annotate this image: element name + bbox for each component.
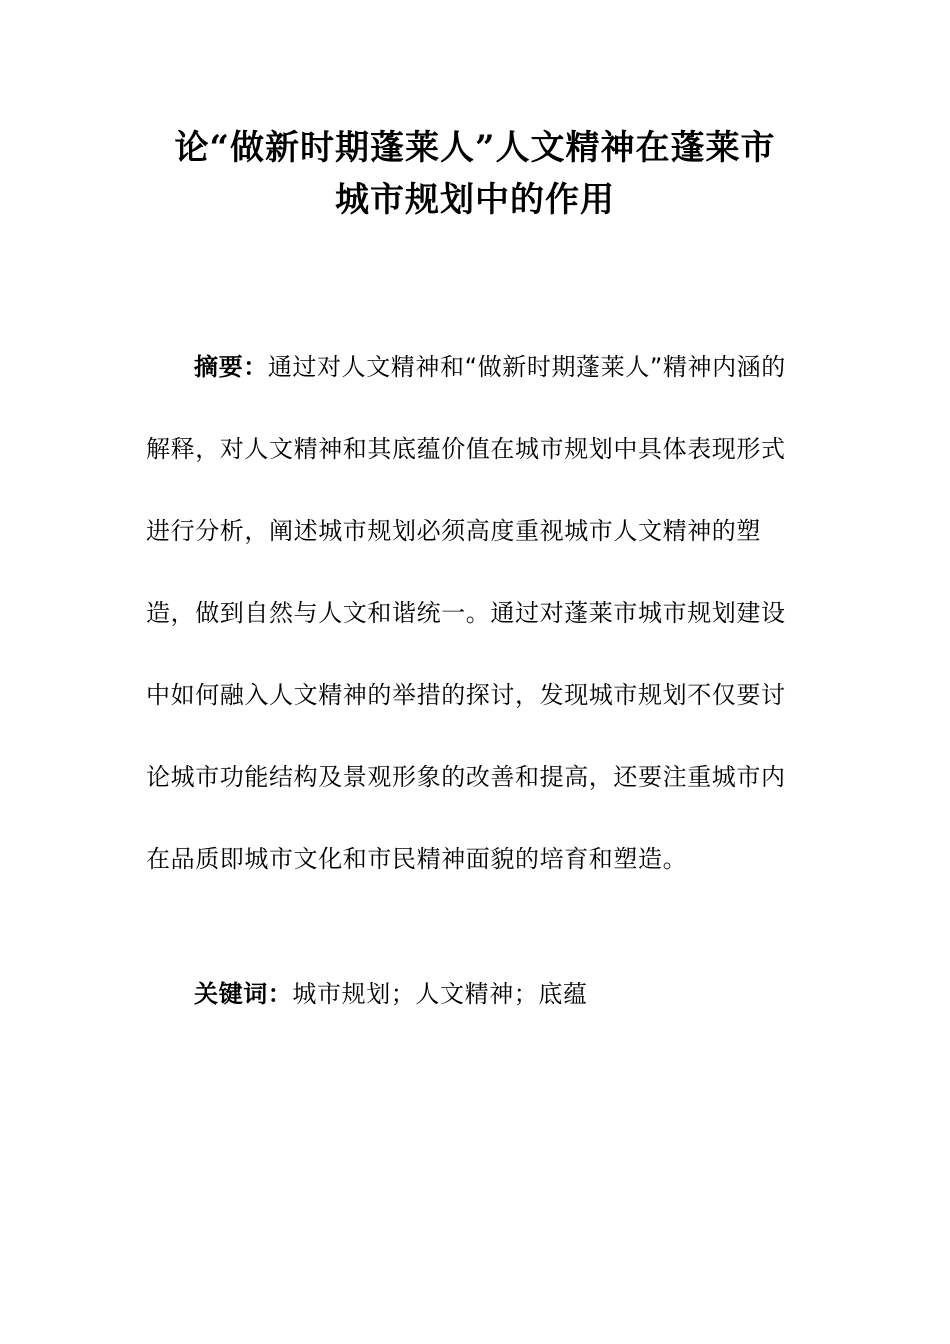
abstract-label: 摘要： [194,353,268,381]
keywords-label: 关键词： [194,980,293,1008]
document-title-line-2: 城市规划中的作用 [335,180,615,220]
keywords-paragraph [194,970,810,1018]
keywords-text: 城市规划；人文精神；底蕴 [292,980,588,1008]
abstract-paragraph [146,326,810,900]
document-title-line-1: 论“做新时期蓬莱人”人文精神在蓬莱市 [174,128,776,168]
abstract-text: 通过对人文精神和“做新时期蓬莱人”精神内涵的解释，对人文精神和其底蕴价值在城市规划中具体表现形式进行分析，阐述城市规划必须高度重视城市人文精神的塑造，做到自然与人文和谐统一。通过对蓬莱市城市规划建设中如何融入人文精神的举措的探讨，发现城市规划不仅要讨论城市功能结构及景观形象的改善和提高，还要注重城市内在品质即城市文化和市民精神面貌的培育和塑造。 [146,353,786,873]
